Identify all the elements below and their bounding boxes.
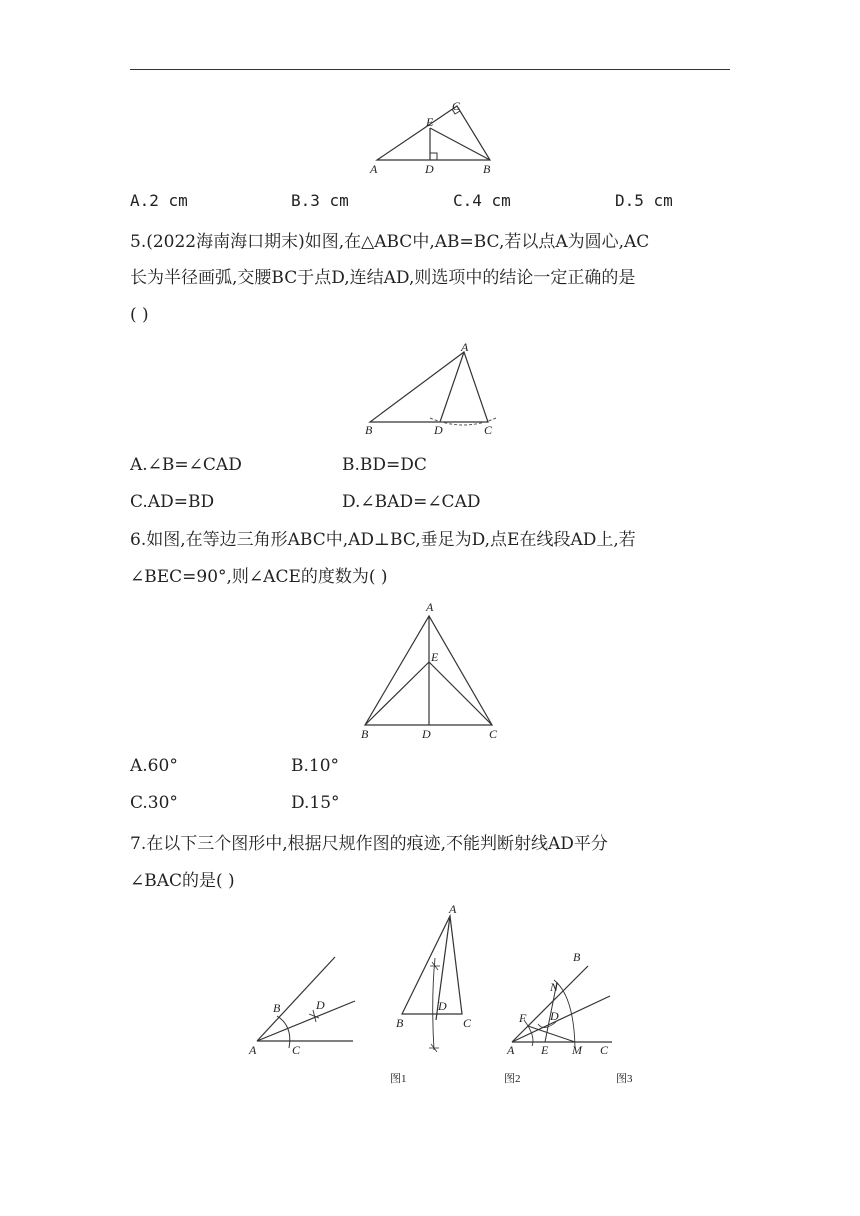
q6-question-line2: ∠BEC=90°,则∠ACE的度数为( ) bbox=[130, 567, 388, 587]
q5-option-b[interactable]: B.BD=DC bbox=[342, 455, 427, 475]
q4-option-d[interactable]: D.5 cm bbox=[615, 191, 673, 210]
q4-label-e: E bbox=[426, 115, 434, 129]
q7-figure-2 bbox=[390, 900, 490, 1085]
q7-fig3-label-e: E bbox=[541, 1043, 549, 1057]
q5-label-b: B bbox=[365, 423, 373, 437]
q4-figure bbox=[360, 98, 500, 178]
q7-captions bbox=[380, 1068, 660, 1088]
q4-label-d: D bbox=[425, 162, 434, 176]
q5-option-c[interactable]: C.AD=BD bbox=[130, 492, 215, 512]
q5-option-a[interactable]: A.∠B=∠CAD bbox=[130, 455, 242, 475]
q7-figure-3 bbox=[500, 950, 620, 1060]
q7-fig3-label-n: N bbox=[550, 980, 559, 994]
q6-option-d[interactable]: D.15° bbox=[291, 793, 340, 813]
q7-caption-fig2: 图2 bbox=[504, 1073, 521, 1085]
q7-fig3-label-c: C bbox=[600, 1043, 609, 1057]
q7-fig2-label-c: C bbox=[463, 1016, 472, 1030]
q7-fig1-label-d: D bbox=[316, 998, 325, 1012]
q7-question-line2: ∠BAC的是( ) bbox=[130, 871, 235, 891]
q4-label-b: B bbox=[483, 162, 491, 176]
q5-label-c: C bbox=[484, 423, 493, 437]
q7-fig3-label-d: D bbox=[550, 1009, 559, 1023]
q6-question-line1: 6.如图,在等边三角形ABC中,AD⊥BC,垂足为D,点E在线段AD上,若 bbox=[130, 530, 636, 550]
q5-option-d[interactable]: D.∠BAD=∠CAD bbox=[342, 492, 481, 512]
q7-fig3-label-m: M bbox=[572, 1043, 582, 1057]
q7-fig3-label-a: A bbox=[507, 1043, 515, 1057]
q5-answer-blank: ( ) bbox=[130, 305, 149, 325]
q6-label-e: E bbox=[431, 650, 439, 664]
q4-option-b[interactable]: B.3 cm bbox=[291, 191, 349, 210]
q5-label-a: A bbox=[461, 340, 469, 354]
q4-option-a[interactable]: A.2 cm bbox=[130, 191, 188, 210]
q4-label-a: A bbox=[370, 162, 378, 176]
q7-fig1-label-c: C bbox=[292, 1043, 301, 1057]
q6-option-b[interactable]: B.10° bbox=[291, 756, 340, 776]
q7-question-line1: 7.在以下三个图形中,根据尺规作图的痕迹,不能判断射线AD平分 bbox=[130, 834, 608, 854]
header-rule bbox=[130, 69, 730, 70]
q7-fig2-label-d: D bbox=[438, 999, 447, 1013]
q7-fig1-label-a: A bbox=[249, 1043, 257, 1057]
q6-option-c[interactable]: C.30° bbox=[130, 793, 178, 813]
q7-fig2-label-b: B bbox=[396, 1016, 404, 1030]
q5-question-line2: 长为半径画弧,交腰BC于点D,连结AD,则选项中的结论一定正确的是 bbox=[130, 268, 636, 288]
q7-fig2-label-a: A bbox=[449, 902, 457, 916]
q6-label-c: C bbox=[489, 727, 498, 741]
q5-question-line1: 5.(2022海南海口期末)如图,在△ABC中,AB=BC,若以点A为圆心,AC bbox=[130, 232, 650, 252]
q6-label-d: D bbox=[422, 727, 431, 741]
q7-fig3-label-b: B bbox=[573, 950, 581, 964]
q7-fig1-label-b: B bbox=[273, 1001, 281, 1015]
q6-figure bbox=[355, 600, 505, 745]
q5-label-d: D bbox=[434, 423, 443, 437]
q6-label-b: B bbox=[361, 727, 369, 741]
q6-label-a: A bbox=[426, 600, 434, 614]
q5-figure bbox=[360, 340, 510, 440]
q7-figure-1 bbox=[245, 950, 360, 1060]
q7-fig3-label-f: F bbox=[519, 1011, 527, 1025]
q7-caption-fig1: 图1 bbox=[390, 1073, 407, 1085]
q4-label-c: C bbox=[452, 99, 461, 113]
q7-caption-fig3: 图3 bbox=[616, 1073, 633, 1085]
q4-option-c[interactable]: C.4 cm bbox=[453, 191, 511, 210]
q6-option-a[interactable]: A.60° bbox=[130, 756, 178, 776]
